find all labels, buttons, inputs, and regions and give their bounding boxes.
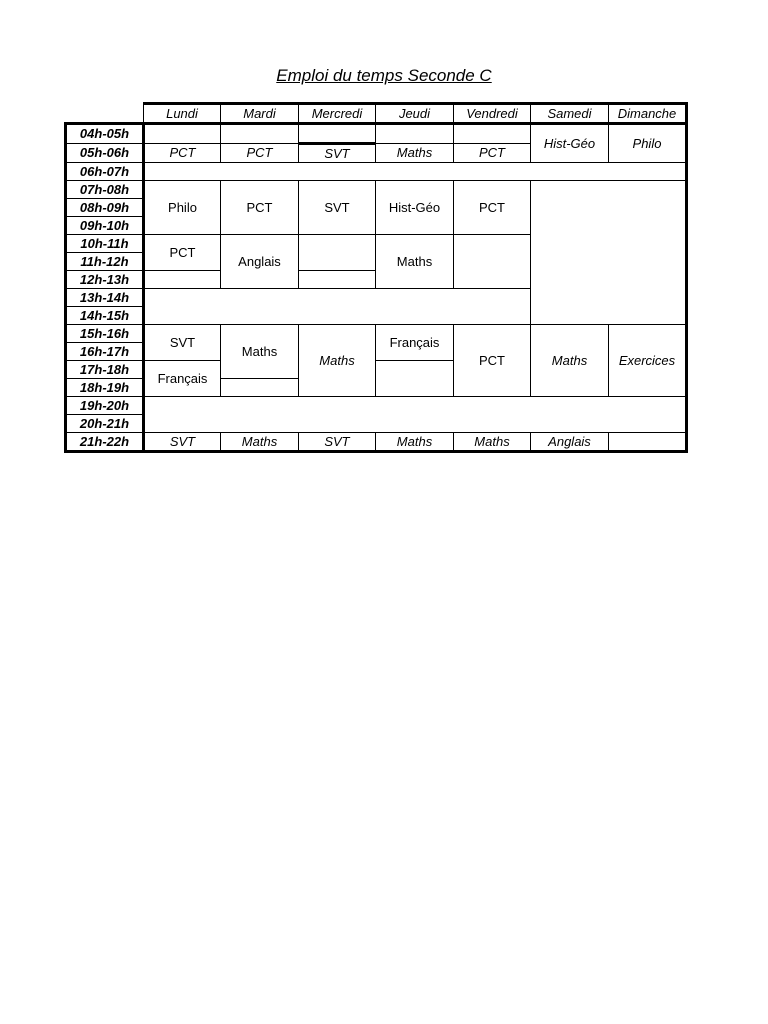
time-label: 10h-11h bbox=[66, 235, 144, 253]
page-title: Emploi du temps Seconde C bbox=[276, 66, 492, 85]
course-slot: Maths bbox=[376, 144, 454, 163]
time-label: 08h-09h bbox=[66, 199, 144, 217]
course-slot: Philo bbox=[144, 181, 221, 235]
empty-slot bbox=[144, 124, 221, 144]
time-row bbox=[66, 124, 687, 144]
time-label: 13h-14h bbox=[66, 289, 144, 307]
empty-slot bbox=[144, 163, 687, 181]
course-slot: Maths bbox=[376, 235, 454, 289]
time-label: 20h-21h bbox=[66, 415, 144, 433]
empty-slot bbox=[376, 361, 454, 397]
course-slot: SVT bbox=[299, 144, 376, 163]
course-slot: Maths bbox=[299, 325, 376, 397]
course-slot: Maths bbox=[531, 325, 609, 397]
time-label: 07h-08h bbox=[66, 181, 144, 199]
time-row bbox=[66, 433, 687, 452]
time-label: 17h-18h bbox=[66, 361, 144, 379]
empty-slot bbox=[454, 235, 531, 289]
day-header: Dimanche bbox=[609, 104, 687, 124]
time-label: 14h-15h bbox=[66, 307, 144, 325]
course-slot: Maths bbox=[454, 433, 531, 452]
time-label: 06h-07h bbox=[66, 163, 144, 181]
day-header: Mercredi bbox=[299, 104, 376, 124]
empty-slot bbox=[531, 181, 687, 325]
course-slot: Français bbox=[376, 325, 454, 361]
empty-slot bbox=[221, 379, 299, 397]
time-label: 12h-13h bbox=[66, 271, 144, 289]
course-slot: PCT bbox=[221, 181, 299, 235]
course-slot: Philo bbox=[609, 124, 687, 163]
course-slot: PCT bbox=[454, 325, 531, 397]
empty-slot bbox=[299, 271, 376, 289]
course-slot: Maths bbox=[376, 433, 454, 452]
time-label: 21h-22h bbox=[66, 433, 144, 452]
course-slot: PCT bbox=[454, 144, 531, 163]
empty-slot bbox=[376, 124, 454, 144]
time-label: 05h-06h bbox=[66, 144, 144, 163]
course-slot: PCT bbox=[454, 181, 531, 235]
corner-cell bbox=[66, 104, 144, 124]
course-slot: SVT bbox=[299, 181, 376, 235]
course-slot: Français bbox=[144, 361, 221, 397]
empty-slot bbox=[609, 433, 687, 452]
course-slot: Hist-Géo bbox=[376, 181, 454, 235]
time-label: 18h-19h bbox=[66, 379, 144, 397]
empty-slot bbox=[454, 124, 531, 144]
course-slot: PCT bbox=[144, 235, 221, 271]
day-header: Mardi bbox=[221, 104, 299, 124]
time-label: 16h-17h bbox=[66, 343, 144, 361]
empty-slot bbox=[221, 124, 299, 144]
course-slot: Anglais bbox=[531, 433, 609, 452]
time-row bbox=[66, 397, 687, 415]
time-row bbox=[66, 325, 687, 343]
empty-slot bbox=[144, 289, 531, 325]
empty-slot bbox=[144, 397, 687, 433]
header-row bbox=[66, 104, 687, 124]
course-slot: SVT bbox=[299, 433, 376, 452]
time-label: 19h-20h bbox=[66, 397, 144, 415]
course-slot: SVT bbox=[144, 433, 221, 452]
empty-slot bbox=[144, 271, 221, 289]
day-header: Vendredi bbox=[454, 104, 531, 124]
time-label: 11h-12h bbox=[66, 253, 144, 271]
course-slot: Hist-Géo bbox=[531, 124, 609, 163]
day-header: Jeudi bbox=[376, 104, 454, 124]
course-slot: Maths bbox=[221, 325, 299, 379]
course-slot: PCT bbox=[144, 144, 221, 163]
time-label: 15h-16h bbox=[66, 325, 144, 343]
day-header: Lundi bbox=[144, 104, 221, 124]
day-header: Samedi bbox=[531, 104, 609, 124]
course-slot: SVT bbox=[144, 325, 221, 361]
time-row bbox=[66, 163, 687, 181]
course-slot: Anglais bbox=[221, 235, 299, 289]
course-slot: PCT bbox=[221, 144, 299, 163]
time-row bbox=[66, 181, 687, 199]
course-slot: Exercices bbox=[609, 325, 687, 397]
empty-slot bbox=[299, 235, 376, 271]
empty-slot bbox=[299, 124, 376, 144]
timetable bbox=[64, 102, 688, 453]
time-label: 04h-05h bbox=[66, 124, 144, 144]
course-slot: Maths bbox=[221, 433, 299, 452]
time-label: 09h-10h bbox=[66, 217, 144, 235]
